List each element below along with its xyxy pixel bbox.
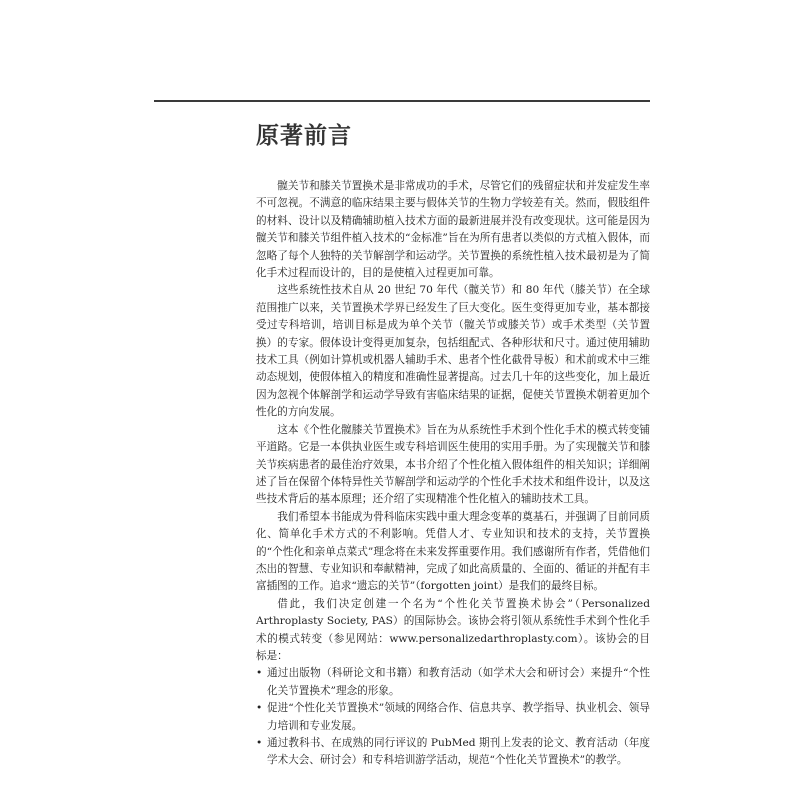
list-item-text: 促进“个性化关节置换术”领域的网络合作、信息共享、教学指导、执业机会、领导力培训和专业发展。 bbox=[267, 702, 650, 732]
list-item bbox=[256, 665, 650, 700]
list-item-text: 通过出版物（科研论文和书籍）和教育活动（如学术大会和研讨会）来提升“个性化关节置换术”理念的形象。 bbox=[267, 667, 650, 697]
list-item bbox=[256, 700, 650, 735]
list-item-text: 通过教科书、在成熟的同行评议的 PubMed 期刊上发表的论文、教育活动（年度学术大会、研讨会）和专科培训游学活动，规范“个性化关节置换术”的教学。 bbox=[267, 737, 650, 767]
header-rule bbox=[154, 100, 650, 102]
goals-list bbox=[256, 665, 650, 769]
page-title: 原著前言 bbox=[256, 123, 352, 149]
preface-body bbox=[256, 178, 650, 770]
paragraph: 这本《个性化髋膝关节置换术》旨在为从系统性手术到个性化手术的模式转变铺平道路。它是一本供执业医生或专科培训医生使用的实用手册。为了实现髋关节和膝关节疾病患者的最佳治疗效果，本书介绍了个性化植入假体组件的相关知识；详细阐述了旨在保留个体特异性关节解剖学和运动学的个性化手术技术和组件设计，以及这些技术背后的基本原理；还介绍了实现精准个性化植入的辅助技术工具。 bbox=[256, 423, 650, 506]
paragraph: 髋关节和膝关节置换术是非常成功的手术，尽管它们的残留症状和并发症发生率不可忽视。不满意的临床结果主要与假体关节的生物力学较差有关。然而，假肢组件的材料、设计以及精确辅助植入技术方面的最新进展并没有改变现状。这可能是因为髋关节和膝关节组件植入技术的“金标准”旨在为所有患者以类似的方式植入假体，而忽略了每个人独特的关节解剖学和运动学。关节置换的系统性植入技术最初是为了简化手术过程而设计的，目的是使植入过程更加可靠。 bbox=[256, 180, 650, 280]
bullet-icon: • bbox=[256, 737, 263, 749]
bullet-icon: • bbox=[256, 667, 263, 680]
paragraph: 我们希望本书能成为骨科临床实践中重大理念变革的奠基石，并强调了目前同质化、简单化手术方式的不利影响。凭借人才、专业知识和技术的支持，关节置换的“个性化和亲单点菜式”理念将在未来发挥重要作用。我们感谢所有作者，凭借他们杰出的智慧、专业知识和奉献精神，完成了如此高质量的、全面的、循证的并配有丰富插图的工作。追求“遗忘的关节”（forgotten joint）是我们的最终目标。 bbox=[256, 510, 650, 593]
bullet-icon: • bbox=[256, 702, 263, 715]
paragraph: 这些系统性技术自从 20 世纪 70 年代（髋关节）和 80 年代（膝关节）在全球范围推广以来，关节置换术学界已经发生了巨大变化。医生变得更加专业，基本都接受过专科培训，培训目标是成为单个关节（髋关节或膝关节）或手术类型（关节置换）的专家。假体设计变得更加复杂，包括组配式、各种形状和尺寸。通过使用辅助技术工具（例如计算机或机器人辅助手术、患者个性化截骨导板）和术前或术中三维动态规划，使假体植入的精度和准确性显著提高。过去几十年的这些变化，加上最近因为忽视个体解剖学和运动学导致有害临床结果的证据，促使关节置换术朝着更加个性化的方向发展。 bbox=[256, 284, 650, 419]
list-item bbox=[256, 735, 650, 770]
paragraph: 借此，我们决定创建一个名为“个性化关节置换术协会”（Personalized Arthroplasty Society, PAS）的国际协会。该协会将引领从系统性手术到个性化手术的模式转变（参见网站：www.personalizedarthroplasty.com）。该协会的目标是： bbox=[256, 597, 650, 662]
